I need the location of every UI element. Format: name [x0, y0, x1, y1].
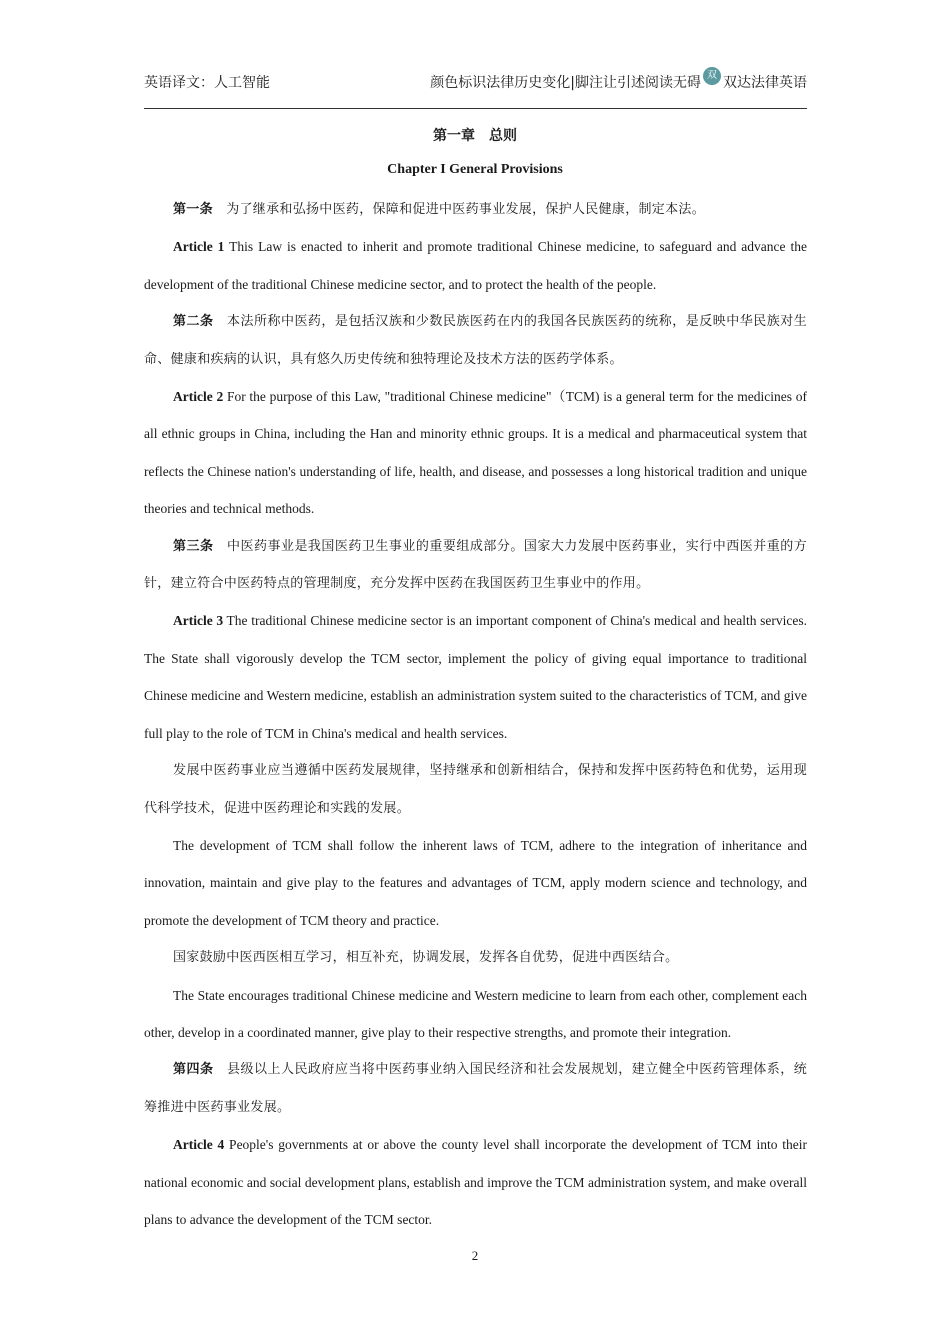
header-left-title: 英语译文：人工智能	[144, 75, 270, 91]
paragraph-text: 本法所称中医药，是包括汉族和少数民族医药在内的我国各民族医药的统称，是反映中华民族对生命、健康和疾病的认识，具有悠久历史传统和独特理论及技术方法的医药学体系。	[144, 314, 807, 367]
article-label: 第三条	[173, 538, 214, 554]
header-right-title	[430, 72, 807, 92]
header-tagline: 颜色标识法律历史变化|脚注让引述阅读无碍	[430, 75, 701, 91]
paragraph-chinese	[144, 528, 807, 603]
paragraph-text: The development of TCM shall follow the inherent laws of TCM, adhere to the integration of inheritance and innovation, maintain and give play to the features and advantages of TCM, apply modern science and technology, and promote the development of TCM theory and practice.	[144, 837, 807, 928]
article-label: Article 4	[173, 1137, 225, 1153]
header-brand: 双达法律英语	[723, 75, 807, 91]
paragraph-text: The State encourages traditional Chinese medicine and Western medicine to learn from each other, complement each other, develop in a coordinated manner, give play to their respective strengths, and promote their integration.	[144, 987, 807, 1040]
paragraph-text: For the purpose of this Law, "traditional Chinese medicine"（TCM) is a general term for the medicines of all ethnic groups in China, including the Han and minority ethnic groups. It is a medical and pharmaceutical system that reflects the Chinese nation's understanding of life, health, and disease, and possesses a long historical tradition and unique theories and technical methods.	[144, 389, 807, 517]
paragraph-text: This Law is enacted to inherit and promote traditional Chinese medicine, to safeguard and advance the development of the traditional Chinese medicine sector, and to protect the health of the people.	[144, 239, 807, 292]
header-divider	[144, 108, 807, 109]
article-label: Article 1	[173, 239, 225, 255]
article-label: 第二条	[173, 314, 214, 330]
paragraph-english	[144, 977, 807, 1052]
shuangda-logo-icon: 双	[703, 67, 721, 85]
article-label: 第一条	[173, 202, 213, 217]
article-label: 第四条	[173, 1062, 214, 1078]
paragraph-chinese	[144, 939, 807, 976]
paragraph-text: 为了继承和弘扬中医药，保障和促进中医药事业发展，保护人民健康，制定本法。	[212, 202, 706, 217]
paragraph-english	[144, 228, 807, 303]
paragraph-chinese	[144, 752, 807, 827]
article-label: Article 2	[173, 389, 224, 405]
chapter-title-english: Chapter I General Provisions	[387, 162, 563, 177]
paragraph-text: 中医药事业是我国医药卫生事业的重要组成部分。国家大力发展中医药事业，实行中西医并重的方针，建立符合中医药特点的管理制度，充分发挥中医药在我国医药卫生事业中的作用。	[144, 538, 807, 592]
paragraph-english	[144, 827, 807, 939]
paragraph-chinese	[144, 1051, 807, 1126]
paragraph-text: The traditional Chinese medicine sector is an important component of China's medical and health services. The State shall vigorously develop the TCM sector, implement the policy of giving equal importance to traditional Chinese medicine and Western medicine, establish an administration system suited to the characteristics of TCM, and give full play to the role of TCM in China's medical and health services.	[144, 613, 807, 741]
article-label: Article 3	[173, 613, 224, 629]
paragraph-english	[144, 602, 807, 752]
paragraph-text: 发展中医药事业应当遵循中医药发展规律，坚持继承和创新相结合，保持和发挥中医药特色和优势，运用现代科学技术，促进中医药理论和实践的发展。	[144, 763, 807, 816]
paragraph-text: 国家鼓励中医西医相互学习，相互补充，协调发展，发挥各自优势，促进中西医结合。	[173, 950, 679, 966]
document-body	[144, 191, 807, 1238]
paragraph-text: People's governments at or above the county level shall incorporate the development of TCM into their national economic and social development plans, establish and improve the TCM administration system, and make overall plans to advance the development of the TCM sector.	[144, 1137, 807, 1227]
paragraph-chinese	[144, 303, 807, 378]
paragraph-english	[144, 1126, 807, 1238]
chapter-title-chinese: 第一章 总则	[433, 128, 517, 144]
page-number: 2	[471, 1248, 479, 1263]
paragraph-text: 县级以上人民政府应当将中医药事业纳入国民经济和社会发展规划，建立健全中医药管理体系，统筹推进中医药事业发展。	[144, 1062, 807, 1115]
paragraph-chinese	[144, 191, 807, 228]
paragraph-english	[144, 378, 807, 528]
